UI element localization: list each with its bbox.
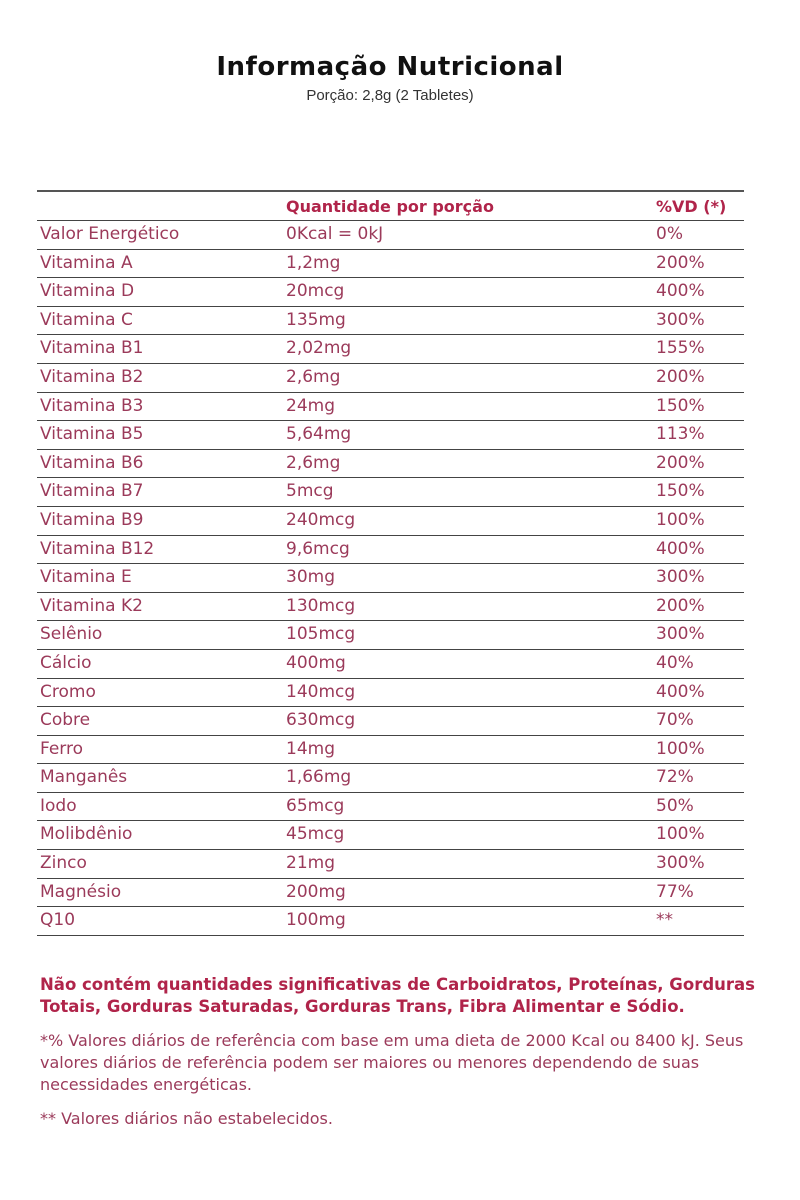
- nutrient-name: Cálcio: [40, 652, 92, 673]
- nutrient-daily-value: 50%: [656, 795, 694, 816]
- header-amount: Quantidade por porção: [286, 197, 494, 216]
- nutrient-daily-value: 200%: [656, 452, 705, 473]
- nutrient-amount: 45mcg: [286, 824, 345, 845]
- table-row: [37, 621, 744, 650]
- nutrient-daily-value: 300%: [656, 309, 705, 330]
- table-row: [37, 879, 744, 908]
- nutrient-amount: 1,2mg: [286, 252, 341, 273]
- nutrient-name: Vitamina B9: [40, 509, 144, 530]
- nutrient-amount: 30mg: [286, 567, 335, 588]
- nutrient-daily-value: 72%: [656, 767, 694, 788]
- nutrient-daily-value: 0%: [656, 224, 683, 244]
- nutrient-daily-value: 77%: [656, 881, 694, 902]
- table-row: [37, 736, 744, 765]
- table-row: [37, 707, 744, 736]
- nutrient-name: Valor Energético: [40, 224, 180, 244]
- table-row: [37, 821, 744, 850]
- nutrient-name: Vitamina K2: [40, 595, 143, 616]
- table-row: [37, 478, 744, 507]
- nutrient-amount: 400mg: [286, 652, 346, 673]
- nutrient-name: Zinco: [40, 853, 87, 874]
- nutrient-daily-value: 40%: [656, 652, 694, 673]
- table-row: [37, 507, 744, 536]
- nutrient-daily-value: 150%: [656, 395, 705, 416]
- nutrient-name: Selênio: [40, 624, 103, 645]
- serving-size: Porção: 2,8g (2 Tabletes): [306, 87, 474, 104]
- nutrient-daily-value: 200%: [656, 366, 705, 387]
- table-row: [37, 907, 744, 936]
- header-nutrient: [37, 192, 286, 220]
- nutrient-name: Vitamina D: [40, 281, 135, 302]
- nutrient-daily-value: 400%: [656, 281, 705, 302]
- nutrient-name: Vitamina B1: [40, 338, 144, 359]
- nutrient-amount: 200mg: [286, 881, 346, 902]
- not-significant-note: Não contém quantidades significativas de Carboidratos, Proteínas, Gorduras Totais, Gorduras Saturadas, Gorduras Trans, Fibra Alimentar e Sódio.: [40, 975, 755, 1016]
- nutrient-name: Manganês: [40, 767, 128, 788]
- table-row: [37, 221, 744, 250]
- nutrient-name: Vitamina B3: [40, 395, 144, 416]
- table-row: [37, 793, 744, 822]
- table-row: [37, 364, 744, 393]
- table-row: [37, 450, 744, 479]
- reference-note: *% Valores diários de referência com base em uma dieta de 2000 Kcal ou 8400 kJ. Seus valores diários de referência podem ser maiores ou menores dependendo de suas necessidades energéticas.: [40, 1031, 744, 1094]
- nutrient-daily-value: 100%: [656, 738, 705, 759]
- nutrient-amount: 135mg: [286, 309, 346, 330]
- nutrient-name: Vitamina B6: [40, 452, 144, 473]
- nutrient-daily-value: 400%: [656, 538, 705, 559]
- nutrient-amount: 105mcg: [286, 624, 356, 645]
- nutrient-name: Molibdênio: [40, 824, 133, 845]
- not-established-note: ** Valores diários não estabelecidos.: [40, 1109, 333, 1128]
- nutrient-amount: 100mg: [286, 910, 346, 931]
- nutrient-amount: 140mcg: [286, 681, 356, 702]
- nutrient-daily-value: 300%: [656, 567, 705, 588]
- nutrient-daily-value: 155%: [656, 338, 705, 359]
- table-row: [37, 564, 744, 593]
- nutrient-daily-value: 300%: [656, 853, 705, 874]
- nutrient-name: Cobre: [40, 710, 91, 731]
- table-row: [37, 650, 744, 679]
- table-row: [37, 393, 744, 422]
- nutrient-daily-value: 300%: [656, 624, 705, 645]
- nutrient-amount: 5mcg: [286, 481, 334, 502]
- table-row: [37, 335, 744, 364]
- table-row: [37, 593, 744, 622]
- nutrient-name: Vitamina B2: [40, 366, 144, 387]
- table-row: [37, 850, 744, 879]
- nutrient-amount: 65mcg: [286, 795, 345, 816]
- table-row: [37, 278, 744, 307]
- table-row: [37, 250, 744, 279]
- nutrient-daily-value: 100%: [656, 824, 705, 845]
- table-row: [37, 679, 744, 708]
- nutrient-daily-value: 100%: [656, 509, 705, 530]
- nutrient-name: Ferro: [40, 738, 84, 759]
- table-row: [37, 764, 744, 793]
- nutrient-amount: 630mcg: [286, 710, 356, 731]
- nutrient-daily-value: 150%: [656, 481, 705, 502]
- table-body: [37, 221, 744, 936]
- nutrient-name: Magnésio: [40, 881, 122, 902]
- nutrient-daily-value: 200%: [656, 252, 705, 273]
- nutrition-table: [37, 190, 744, 936]
- nutrient-amount: 1,66mg: [286, 767, 352, 788]
- nutrient-amount: 21mg: [286, 853, 335, 874]
- nutrient-name: Vitamina A: [40, 252, 133, 273]
- nutrient-name: Cromo: [40, 681, 96, 702]
- nutrient-daily-value: **: [656, 910, 673, 931]
- nutrient-name: Vitamina B7: [40, 481, 144, 502]
- table-header-row: [37, 192, 744, 221]
- table-row: [37, 307, 744, 336]
- nutrient-daily-value: 113%: [656, 424, 705, 445]
- nutrient-daily-value: 70%: [656, 710, 694, 731]
- header-daily-value: %VD (*): [656, 197, 727, 216]
- nutrient-amount: 2,02mg: [286, 338, 352, 359]
- nutrient-amount: 2,6mg: [286, 452, 341, 473]
- table-row: [37, 536, 744, 565]
- nutrient-name: Vitamina B5: [40, 424, 144, 445]
- nutrient-name: Vitamina C: [40, 309, 133, 330]
- nutrient-amount: 14mg: [286, 738, 335, 759]
- nutrient-amount: 5,64mg: [286, 424, 352, 445]
- table-row: [37, 421, 744, 450]
- nutrient-amount: 20mcg: [286, 281, 345, 302]
- nutrient-name: Q10: [40, 910, 76, 931]
- nutrient-amount: 2,6mg: [286, 366, 341, 387]
- nutrient-amount: 130mcg: [286, 595, 356, 616]
- nutrient-amount: 9,6mcg: [286, 538, 350, 559]
- nutrient-amount: 0Kcal = 0kJ: [286, 224, 384, 244]
- nutrient-daily-value: 200%: [656, 595, 705, 616]
- nutrient-amount: 24mg: [286, 395, 335, 416]
- nutrient-name: Iodo: [40, 795, 77, 816]
- page-title: Informação Nutricional: [216, 52, 564, 82]
- footnotes: [40, 974, 760, 1142]
- nutrient-amount: 240mcg: [286, 509, 356, 530]
- nutrient-daily-value: 400%: [656, 681, 705, 702]
- nutrient-name: Vitamina B12: [40, 538, 155, 559]
- nutrient-name: Vitamina E: [40, 567, 132, 588]
